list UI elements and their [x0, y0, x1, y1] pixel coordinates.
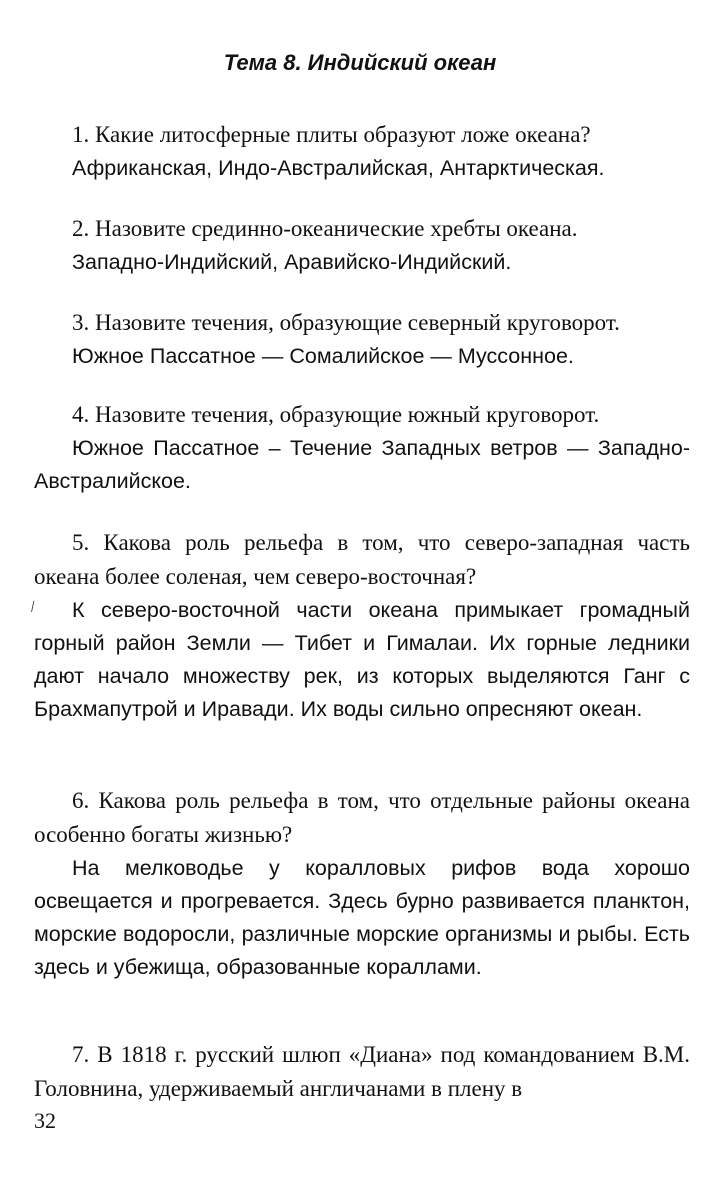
qa-item-3 [34, 306, 690, 373]
answer-4: Южное Пассатное – Течение Западных ветров — Западно-Австралийское. [34, 436, 690, 493]
question-6: 6. Какова роль рельефа в том, что отдельные районы океана особенно богаты жизнью? [34, 788, 690, 847]
answer-6: На мелководье у коралловых рифов вода хорошо освещается и прогревается. Здесь бурно развивается планктон, морские водоросли, различные морские организмы и рыбы. Есть здесь и убежища, образованные кораллами. [34, 856, 690, 979]
qa-item-4 [34, 398, 690, 498]
answer-3: Южное Пассатное — Сомалийское — Муссонное. [72, 344, 574, 368]
pencil-mark: ⁄ [29, 598, 38, 614]
qa-item-5 [34, 526, 690, 726]
question-7: 7. В 1818 г. русский шлюп «Диана» под командованием В.М. Головнина, удерживаемый англичанами в плену в [34, 1042, 690, 1101]
question-3: 3. Назовите течения, образующие северный круговорот. [72, 310, 620, 335]
answer-2: Западно-Индийский, Аравийско-Индийский. [72, 250, 512, 274]
answer-1: Африканская, Индо-Австралийская, Антарктическая. [72, 156, 605, 180]
qa-item-6 [34, 784, 690, 984]
page-title: Тема 8. Индийский океан [223, 50, 497, 75]
answer-5: К северо-восточной части океана примыкает громадный горный район Земли — Тибет и Гималаи. Их горные ледники дают начало множеству рек, из которых выделяются Ганг с Брахмапутрой и Иравади. Их воды сильно опресняют океан. [34, 598, 690, 721]
qa-item-2 [34, 212, 690, 279]
question-4: 4. Назовите течения, образующие южный круговорот. [72, 402, 600, 427]
question-5: 5. Какова роль рельефа в том, что северо-западная часть океана более соленая, чем северо-восточная? [34, 530, 690, 589]
qa-item-1 [34, 118, 690, 185]
qa-item-7 [34, 1038, 690, 1106]
question-1: 1. Какие литосферные плиты образуют ложе океана? [72, 122, 591, 147]
page-number: 32 [34, 1108, 56, 1133]
question-2: 2. Назовите срединно-океанические хребты океана. [72, 216, 578, 241]
